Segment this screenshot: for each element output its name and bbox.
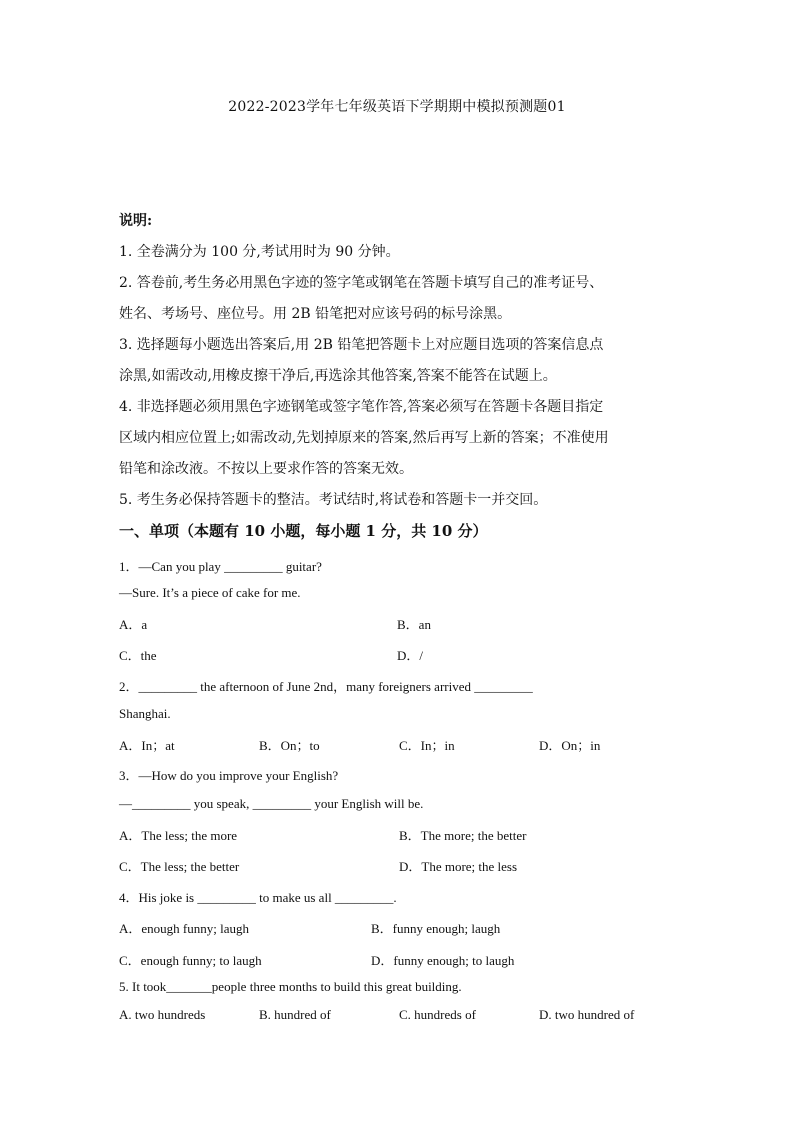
notes-line-7: 区域内相应位置上;如需改动,先划掉原来的答案,然后再写上新的答案；不准使用 [119, 430, 609, 446]
question-5-stem: 5. It took_______people three months to build this great building. [119, 979, 462, 994]
question-1-option-a: A．a [119, 617, 148, 632]
notes-line-1: 1. 全卷满分为 100 分,考试用时为 90 分钟。 [119, 244, 400, 260]
question-4-option-a: A．enough funny; laugh [119, 921, 249, 936]
question-2-option-b: B．On；to [259, 738, 320, 753]
question-4-option-b: B．funny enough; laugh [371, 921, 501, 936]
question-1-reply: —Sure. It’s a piece of cake for me. [119, 585, 301, 600]
question-4-option-d: D．funny enough; to laugh [371, 953, 515, 968]
notes-heading: 说明: [119, 213, 153, 229]
question-3-option-a: A．The less; the more [119, 828, 238, 843]
question-2-option-a: A．In；at [119, 738, 175, 753]
notes-line-2: 2. 答卷前,考生务必用黑色字迹的签字笔或钢笔在答题卡填写自己的准考证号、 [119, 275, 604, 291]
question-1-option-d: D．/ [397, 648, 424, 663]
section-title: 一、单项（本题有 10 小题，每小题 1 分，共 10 分） [119, 522, 488, 540]
question-2-stem: 2．_________ the afternoon of June 2nd，many foreigners arrived _________ [119, 679, 533, 694]
question-1-option-c: C．the [119, 648, 157, 663]
question-3-stem: 3．—How do you improve your English? [119, 768, 339, 783]
question-4-stem: 4．His joke is _________ to make us all _________. [119, 890, 397, 905]
question-2-option-d: D．On；in [539, 738, 601, 753]
question-1-option-b: B．an [397, 617, 431, 632]
question-5-option-d: D. two hundred of [539, 1007, 635, 1022]
notes-line-6: 4. 非选择题必须用黑色字迹钢笔或签字笔作答,答案必须写在答题卡各题目指定 [119, 399, 604, 415]
question-2-stem-continued: Shanghai. [119, 706, 171, 721]
page-title: 2022-2023学年七年级英语下学期期中模拟预测题01 [228, 99, 566, 115]
notes-line-8: 铅笔和涂改液。不按以上要求作答的答案无效。 [119, 461, 413, 477]
question-3-reply: —_________ you speak, _________ your English will be. [119, 796, 424, 811]
question-3-option-b: B．The more; the better [399, 828, 527, 843]
notes-line-9: 5. 考生务必保持答题卡的整洁。考试结时,将试卷和答题卡一并交回。 [119, 492, 548, 508]
question-5-option-c: C. hundreds of [399, 1007, 476, 1022]
question-3-option-d: D．The more; the less [399, 859, 518, 874]
question-5-option-a: A. two hundreds [119, 1007, 206, 1022]
notes-line-5: 涂黑,如需改动,用橡皮擦干净后,再选涂其他答案,答案不能答在试题上。 [119, 368, 557, 384]
notes-line-4: 3. 选择题每小题选出答案后,用 2B 铅笔把答题卡上对应题目选项的答案信息点 [119, 337, 604, 353]
question-5-option-b: B. hundred of [259, 1007, 331, 1022]
notes-line-3: 姓名、考场号、座位号。用 2B 铅笔把对应该号码的标号涂黑。 [119, 306, 512, 322]
question-1-stem: 1．—Can you play _________ guitar? [119, 559, 322, 574]
question-4-option-c: C．enough funny; to laugh [119, 953, 262, 968]
question-3-option-c: C．The less; the better [119, 859, 240, 874]
question-2-option-c: C．In；in [399, 738, 455, 753]
